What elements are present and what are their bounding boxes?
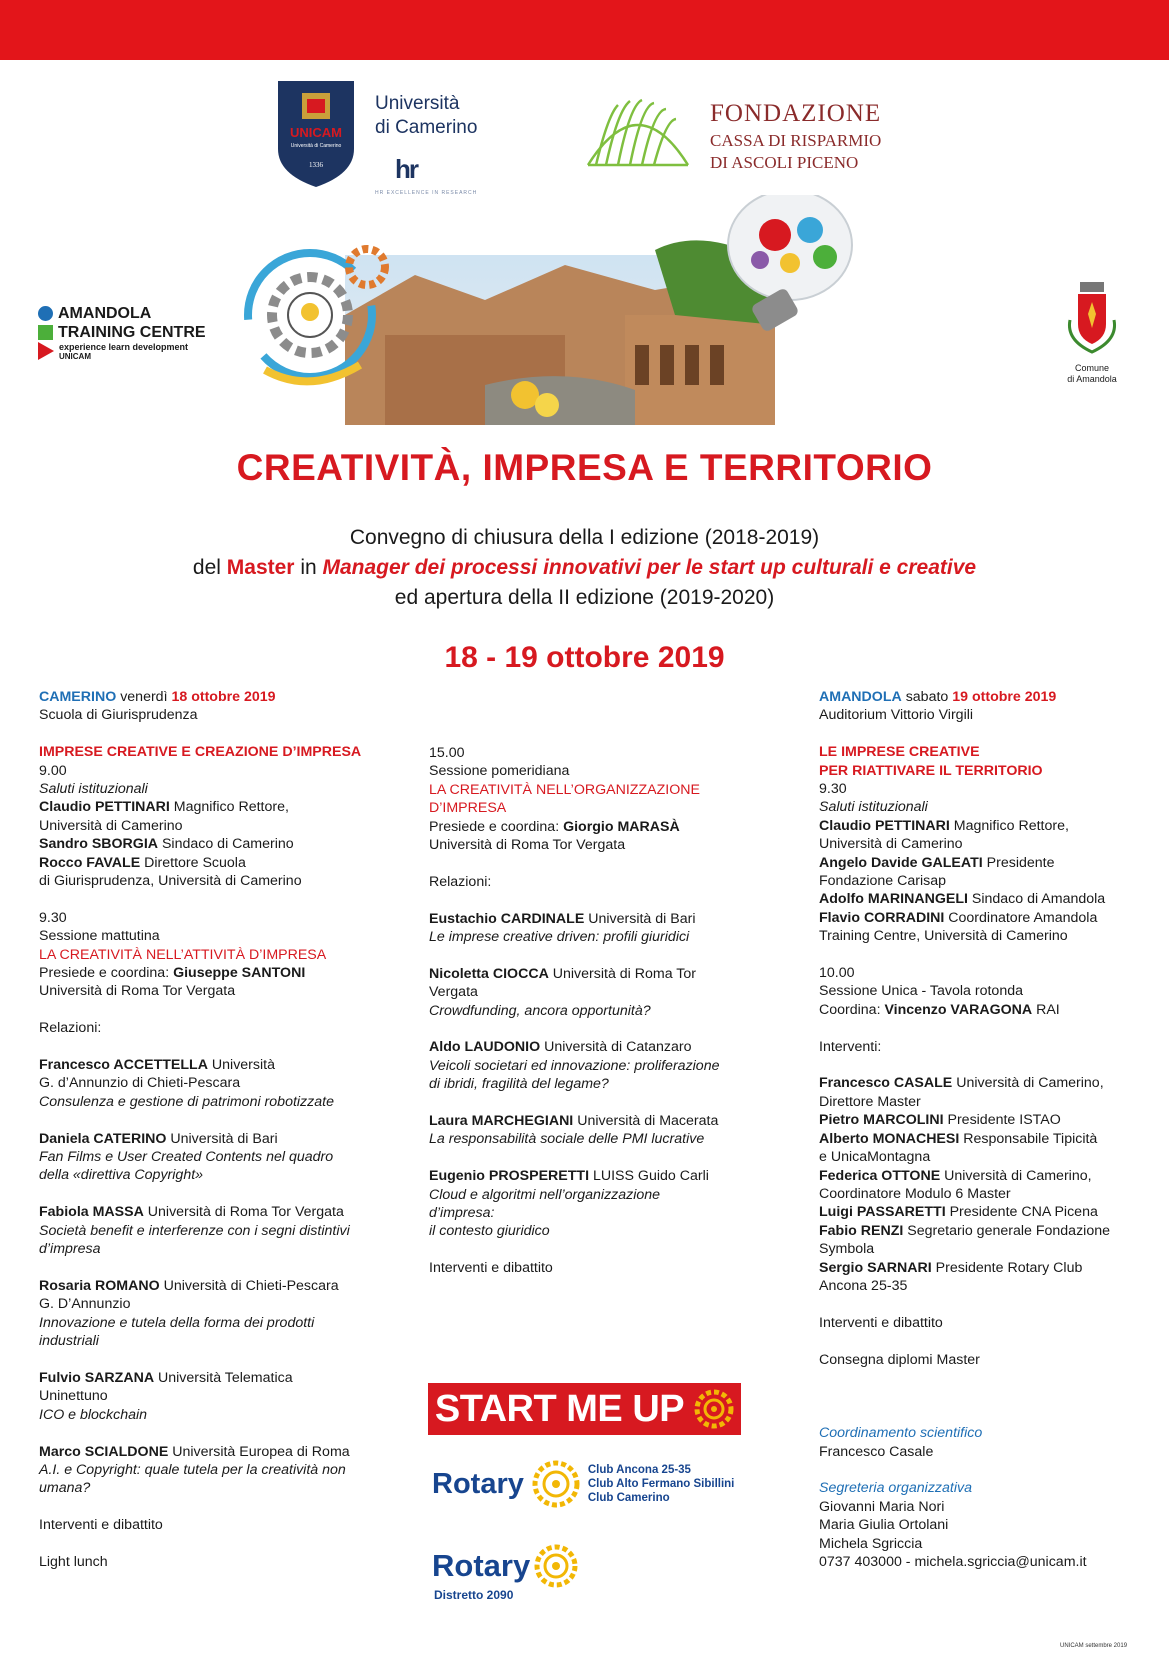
amandola-training-centre-logo: AMANDOLA TRAINING CENTRE experience learn development UNICAM — [38, 304, 206, 361]
fondazione-title: FONDAZIONE — [710, 100, 882, 127]
unicam-shield-year: 1336 — [309, 161, 323, 169]
unicam-shield-logo — [276, 79, 356, 189]
fondazione-fan-logo — [578, 95, 698, 175]
fondazione-subtitle: CASSA DI RISPARMIO DI ASCOLI PICENO — [710, 131, 882, 172]
top-red-bar — [0, 0, 1169, 60]
unicam-shield-text: UNICAM — [290, 125, 342, 140]
crest-icon — [1062, 280, 1122, 358]
red-triangle-icon — [38, 342, 54, 360]
rotary-wheel-icon — [694, 1389, 734, 1429]
rotary-wheel-icon — [534, 1544, 578, 1588]
hr-excellence-logo: hr — [395, 154, 417, 184]
hr-excellence-subtitle: HR EXCELLENCE IN RESEARCH — [375, 190, 478, 196]
footnote: UNICAM settembre 2019 — [1060, 1643, 1128, 1649]
green-square-icon — [38, 325, 53, 340]
blue-circle-icon — [38, 306, 53, 321]
unicam-name: Università di Camerino — [375, 93, 478, 138]
rotary-wheel-icon — [532, 1460, 580, 1508]
banner-illustration — [235, 195, 905, 425]
start-me-up-banner: START ME UP — [428, 1383, 741, 1435]
page-title: CREATIVITÀ, IMPRESA E TERRITORIO — [236, 447, 933, 488]
rotary-clubs-logo: Rotary Club Ancona 25-35 Club Alto Fermano Sibillini Club Camerino — [432, 1460, 734, 1508]
comune-amandola-crest: Comune di Amandola — [1062, 280, 1122, 385]
unicam-shield-sub: Università di Camerino — [290, 143, 342, 149]
event-subtitle: Convegno di chiusura della I edizione (2018-2019) del Master in Manager dei processi innovativi per le start up culturali e creative ed apertura della II edizione (2019-2020) — [192, 526, 977, 609]
event-dates: 18 - 19 ottobre 2019 — [444, 641, 725, 674]
program-afternoon: 15.00 Sessione pomeridiana LA CREATIVITÀ NELL’ORGANIZZAZIONE D’IMPRESA Presiede e coordina: Giorgio MARASÀ Università di Roma Tor Vergata Relazioni: Eustachio CARDINALE Università di Bari Le imprese creative driven: profili giuridici Nicoletta CIOCCA Università di Roma Tor Vergata Crowdfunding, ancora opportunità? Aldo LAUDONIO Università di Catanzaro Veicoli societari ed innovazione: proliferazione di ibridi, fragilità del legame? Laura MARCHEGIANI Università di Macerata La responsabilità sociale delle PMI lucrative Eugenio PROSPERETTI LUISS Guido Carli Cloud e algoritmi nell’organizzazione d’impresa: il contesto giuridico Interventi e dibattito — [429, 745, 720, 1277]
rotary-distretto-logo: Rotary Distretto 2090 — [432, 1544, 578, 1602]
program-camerino: CAMERINO venerdì 18 ottobre 2019 Scuola di Giurisprudenza IMPRESE CREATIVE E CREAZIONE D’IMPRESA 9.00 Saluti istituzionali Claudio PETTINARI Magnifico Rettore, Università di Camerino Sandro SBORGIA Sindaco di Camerino Rocco FAVALE Direttore Scuola di Giurisprudenza, Università di Camerino 9.30 Sessione mattutina LA CREATIVITÀ NELL’ATTIVITÀ D’IMPRESA Presiede e coordina: Giuseppe SANTONI Università di Roma Tor Vergata Relazioni: Francesco ACCETTELLA Università G. d’Annunzio di Chieti-Pescara Consulenza e gestione di patrimoni robotizzate Daniela CATERINO Università di Bari Fan Films e User Created Contents nel quadro della «direttiva Copyright» Fabiola MASSA Università di Roma Tor Vergata Società benefit e interferenze con i segni distintivi d’impresa Rosaria ROMANO Università di Chieti-Pescara G. D’Annunzio Innovazione e tutela della forma dei prodotti industriali Fulvio SARZANA Università Telematica Uninettuno ICO e blockchain Marco SCIALDONE Università Europea di Roma A.I. e Copyright: quale tutela per la creatività non umana? Interventi e dibattito Light lunch — [39, 688, 379, 1571]
section-title: IMPRESE CREATIVE E CREAZIONE D’IMPRESA — [39, 744, 362, 761]
program-amandola: AMANDOLA sabato 19 ottobre 2019 Auditorium Vittorio Virgili LE IMPRESE CREATIVE PER RIATTIVARE IL TERRITORIO 9.30 Saluti istituzionali Claudio PETTINARI Magnifico Rettore, Università di Camerino Angelo Davide GALEATI Presidente Fondazione Carisap Adolfo MARINANGELI Sindaco di Amandola Flavio CORRADINI Coordinatore Amandola Training Centre, Università di Camerino 10.00 Sessione Unica - Tavola rotonda Coordina: Vincenzo VARAGONA RAI Interventi: Francesco CASALE Università di Camerino, Direttore Master Pietro MARCOLINI Presidente ISTAO Alberto MONACHESI Responsabile Tipicità e UnicaMontagna Federica OTTONE Università di Camerino, Coordinatore Modulo 6 Master Luigi PASSARETTI Presidente CNA Picena Fabio RENZI Segretario generale Fondazione Symbola Sergio SARNARI Presidente Rotary Club Ancona 25-35 Interventi e dibattito Consegna diplomi Master Coordinamento scientifico Francesco Casale Segreteria organizzativa Giovanni Maria Nori Maria Giulia Ortolani Michela Sgriccia 0737 403000 - michela.sgriccia@unicam.it — [819, 689, 1110, 1570]
